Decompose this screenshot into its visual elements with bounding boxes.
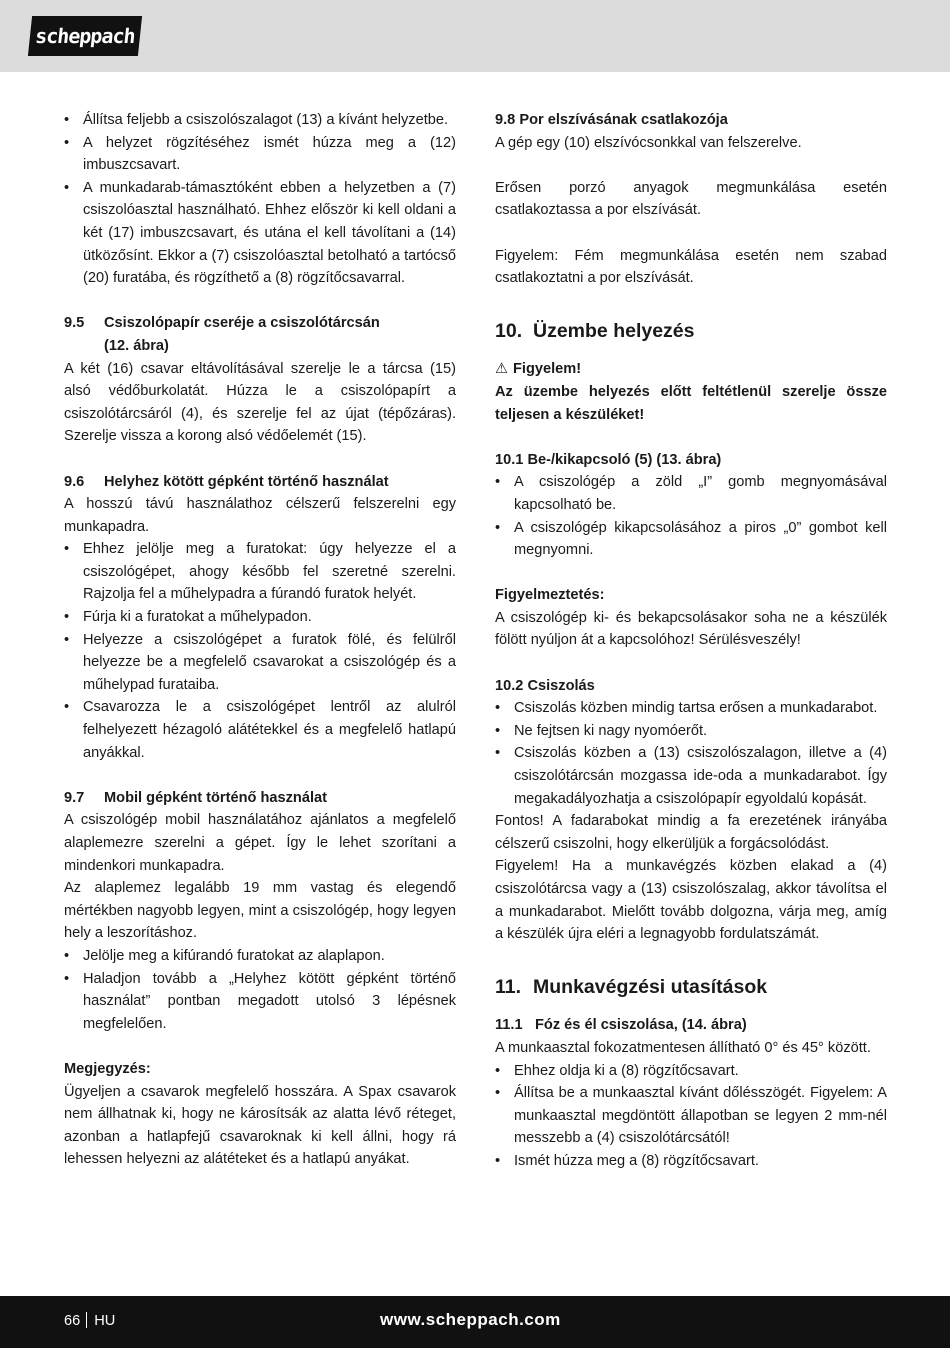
list-item: • Ismét húzza meg a (8) rögzítőcsavart. — [495, 1150, 887, 1173]
warning-triangle-icon: ⚠ — [495, 361, 509, 378]
section-9-7-heading: 9.7 Mobil gépként történő használat — [64, 789, 327, 806]
section-10-1-bullet-list — [495, 471, 887, 561]
section-9-7-text: A csiszológép mobil használatához ajánlatos a megfelelő alaplemezre szerelni a gépet. Így le lehet szorítani a mindenkori munkapadra. — [64, 812, 456, 874]
section-9-6-bullet-list — [64, 538, 456, 764]
section-9-8-text: A gép egy (10) elszívócsonkkal van felszerelve. — [495, 134, 802, 151]
list-item: • Csiszolás közben a (13) csiszolószalagon, illetve a (4) csiszolótárcsán mozgassa ide-oda a munkadarabot. Így megakadályozhatja a csiszolópapír egyoldalú kopását. — [495, 742, 887, 810]
section-11-1-text: A munkaasztal fokozatmentesen állítható 0° és 45° között. — [495, 1039, 871, 1056]
list-item: • Állítsa feljebb a csiszolószalagot (13) a kívánt helyzetbe. — [64, 109, 456, 132]
language-code: HU — [94, 1313, 116, 1329]
list-item: • Csiszolás közben mindig tartsa erősen a munkadarabot. — [495, 697, 887, 720]
scheppach-logo: scheppach — [28, 16, 142, 56]
section-9-6-text: A hosszú távú használathoz célszerű felszerelni egy munkapadra. — [64, 496, 456, 535]
list-item: • Jelölje meg a kifúrandó furatokat az alaplapon. — [64, 945, 456, 968]
section-9-7-text: Az alaplemez legalább 19 mm vastag és elegendő mértékben nagyobb legyen, mint a csiszológép, hogy legyen hely a leszorításhoz. — [64, 880, 456, 942]
section-10-1-heading: 10.1 Be-/kikapcsoló (5) (13. ábra) — [495, 451, 722, 468]
list-item: • Haladjon tovább a „Helyhez kötött gépként történő használat” pontban megadott utolsó 3 lépésnek megfelelően. — [64, 968, 456, 1036]
section-9-8-text: Figyelem: Fém megmunkálása esetén nem szabad csatlakoztatni a por elszívását. — [495, 247, 887, 287]
chapter-11-heading: 11. Munkavégzési utasítások — [495, 976, 768, 999]
list-item: • A munkadarab-támasztóként ebben a helyzetben a (7) csiszolóasztal használható. Ehhez először ki kell oldani a két (17) imbuszcsavart, és utána el kell távolítani a (14) ütközősínt. Ekkor a (7) csiszolóasztal betolható a tartócső (20) furatába, és rögzíthető a (8) rögzítőcsavarral. — [64, 177, 456, 290]
section-10-2-text: Figyelem! Ha a munkavégzés közben elakad a (4) csiszolótárcsa vagy a (13) csiszolószalag, akkor távolítsa el a munkadarabot. Mielőtt tovább dolgozna, várja meg, amíg a készülék újra eléri a legnagyobb fordulatszámát. — [495, 858, 887, 943]
list-item: • Helyezze a csiszológépet a furatok fölé, és felülről helyezze be a megfelelő csavarokat a csiszológép és a műhelypad furataiba. — [64, 629, 456, 697]
section-10-2-bullet-list — [495, 697, 887, 810]
list-item: • Ehhez jelölje meg a furatokat: úgy helyezze el a csiszológépet, ahogy később fel szeretné szerelni. Rajzolja fel a műhelypadra a fúrandó furatok helyét. — [64, 538, 456, 606]
intro-bullet-list — [64, 109, 456, 290]
list-item: • A helyzet rögzítéséhez ismét húzza meg a (12) imbuszcsavart. — [64, 132, 456, 177]
section-11-1-heading: 11.1 Fóz és él csiszolása, (14. ábra) — [495, 1017, 747, 1034]
chapter-10-heading: 10. Üzembe helyezés — [495, 320, 695, 343]
section-10-2-text: Fontos! A fadarabokat mindig a fa erezetének irányába célszerű csiszolni, hogy elkerüljük a forgácsolódást. — [495, 813, 887, 852]
list-item: • Csavarozza le a csiszológépet lentről az alulról felhelyezett hézagoló alátétekkel és a megfelelő hatlapú anyákkal. — [64, 696, 456, 764]
section-9-8-heading: 9.8 Por elszívásának csatlakozója — [495, 112, 728, 128]
section-9-5-text: A két (16) csavar eltávolításával szerelje le a tárcsa (15) alsó védőburkolatát. Húzza le a csiszolópapírt a csiszolótárcsáról (4), és szerelje fel az újat (tépőzáras). Szerelje vissza a korong alsó védőelemét (15). — [64, 360, 456, 445]
caution-text: A csiszológép ki- és bekapcsolásakor soha ne a készülék fölött nyúljon át a kapcsolóhoz! Sérülésveszély! — [495, 609, 887, 649]
left-column — [64, 109, 456, 1171]
list-item: • Ne fejtsen ki nagy nyomóerőt. — [495, 720, 887, 743]
note-text: Ügyeljen a csavarok megfelelő hosszára. A Spax csavarok nem állhatnak ki, hogy ne károsítsák az alatta lévő réteget, azonban a hatlapfejű csavaroknak ki kell állni, hogy rá lehessen helyezni az alátéteket és a hatlapú anyákat. — [64, 1083, 456, 1168]
section-11-1-bullet-list — [495, 1060, 887, 1173]
section-9-8-text: Erősen porzó anyagok megmunkálása esetén csatlakoztassa a por elszívását. — [495, 179, 887, 219]
list-item: • A csiszológép a zöld „I” gomb megnyomásával kapcsolható be. — [495, 471, 887, 516]
list-item: • A csiszológép kikapcsolásához a piros „0” gombot kell megnyomni. — [495, 517, 887, 562]
page-number: 66 HU — [64, 1313, 116, 1329]
page-footer — [0, 1296, 950, 1348]
section-10-2-heading: 10.2 Csiszolás — [495, 677, 595, 694]
warning-text: Az üzembe helyezés előtt feltétlenül szerelje össze teljesen a készüléket! — [495, 383, 887, 423]
section-9-6-heading: 9.6 Helyhez kötött gépként történő használat — [64, 473, 389, 490]
separator — [86, 1312, 87, 1328]
section-9-7-bullet-list — [64, 945, 456, 1035]
website-link[interactable]: www.scheppach.com — [380, 1310, 561, 1329]
caution-heading: Figyelmeztetés: — [495, 587, 605, 604]
list-item: • Ehhez oldja ki a (8) rögzítőcsavart. — [495, 1060, 887, 1083]
list-item: • Fúrja ki a furatokat a műhelypadon. — [64, 606, 456, 629]
section-9-5-heading: 9.5 Csiszolópapír cseréje a csiszolótárcsán (12. ábra) — [64, 315, 380, 354]
page-header — [0, 0, 950, 72]
warning-heading: ⚠ Figyelem! — [495, 358, 887, 381]
note-heading: Megjegyzés: — [64, 1060, 151, 1077]
list-item: • Állítsa be a munkaasztal kívánt dőlésszögét. Figyelem: A munkaasztal megdöntött állapotban se legyen 2 mm-nél messzebb a (4) csiszolótárcsától! — [495, 1082, 887, 1150]
right-column — [495, 109, 887, 1173]
